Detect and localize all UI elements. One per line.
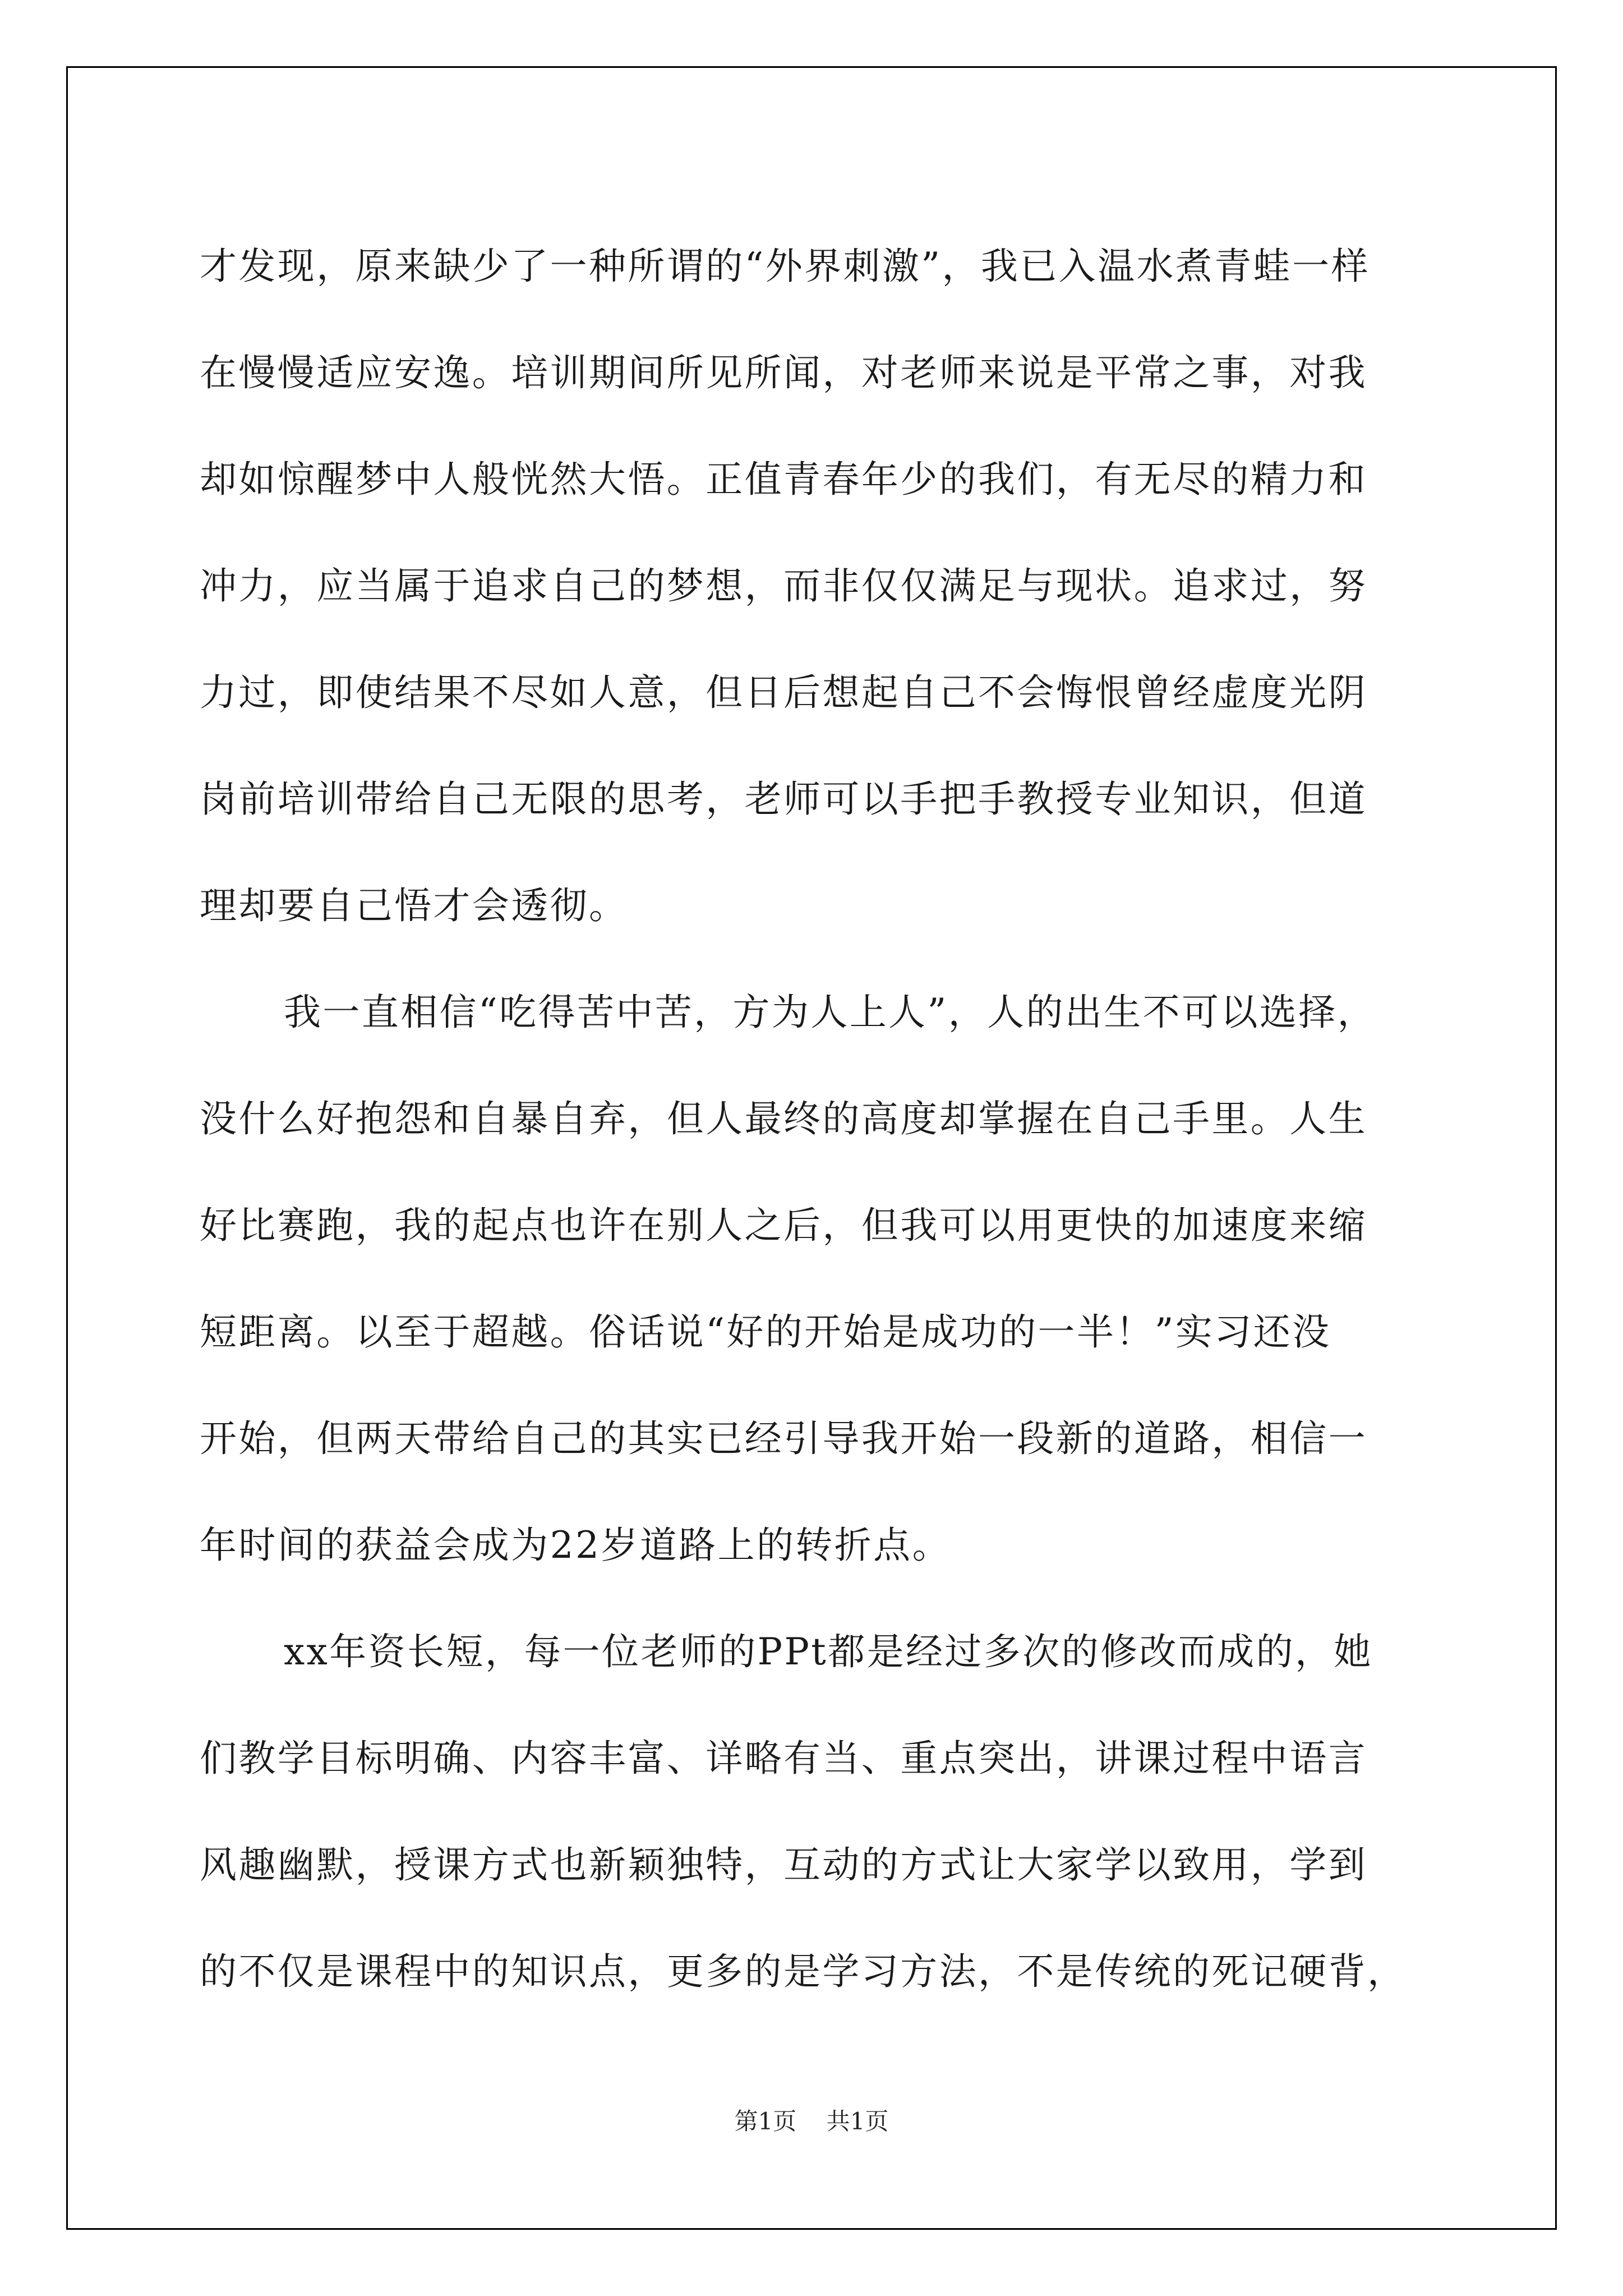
- page-footer: [0, 2105, 1623, 2138]
- paragraph-1-line-3: 却如惊醒梦中人般恍然大悟。正值青春年少的我们，有无尽的精力和: [200, 458, 1367, 501]
- paragraph-1-line-4: 冲力，应当属于追求自己的梦想，而非仅仅满足与现状。追求过，努: [200, 564, 1367, 608]
- paragraph-3-line-3: 风趣幽默，授课方式也新颖独特，互动的方式让大家学以致用，学到: [200, 1843, 1367, 1887]
- paragraph-2-line-4: 短距离。以至于超越。俗话说“好的开始是成功的一半！”实习还没: [200, 1310, 1331, 1354]
- document-body: [200, 213, 1428, 2025]
- paragraph-3-line-2: 们教学目标明确、内容丰富、详略有当、重点突出，讲课过程中语言: [200, 1737, 1367, 1780]
- paragraph-2-line-5: 开始，但两天带给自己的其实已经引导我开始一段新的道路，相信一: [200, 1417, 1367, 1460]
- paragraph-1-line-6: 岗前培训带给自己无限的思考，老师可以手把手教授专业知识，但道: [200, 777, 1367, 821]
- paragraph-1-line-1: 才发现，原来缺少了一种所谓的“外界刺激”，我已入温水煮青蛙一样: [200, 245, 1370, 288]
- paragraph-1-line-5: 力过，即使结果不尽如人意，但日后想起自己不会悔恨曾经虚度光阴: [200, 671, 1367, 714]
- paragraph-3-line-1: xx年资长短，每一位老师的PPt都是经过多次的修改而成的，她: [284, 1630, 1373, 1673]
- paragraph-1-line-7: 理却要自己悟才会透彻。: [200, 884, 628, 927]
- paragraph-2-line-3: 好比赛跑，我的起点也许在别人之后，但我可以用更快的加速度来缩: [200, 1204, 1367, 1247]
- page-number: 第1页: [734, 2108, 797, 2135]
- total-pages: 共1页: [826, 2108, 889, 2135]
- paragraph-2-line-6: 年时间的获益会成为22岁道路上的转折点。: [200, 1524, 951, 1567]
- paragraph-1-line-2: 在慢慢适应安逸。培训期间所见所闻，对老师来说是平常之事，对我: [200, 351, 1367, 394]
- paragraph-3-line-4: 的不仅是课程中的知识点，更多的是学习方法，不是传统的死记硬背，: [200, 1950, 1407, 1993]
- paragraph-2-line-1: 我一直相信“吃得苦中苦，方为人上人”，人的出生不可以选择，: [284, 991, 1377, 1034]
- paragraph-2-line-2: 没什么好抱怨和自暴自弃，但人最终的高度却掌握在自己手里。人生: [200, 1097, 1367, 1140]
